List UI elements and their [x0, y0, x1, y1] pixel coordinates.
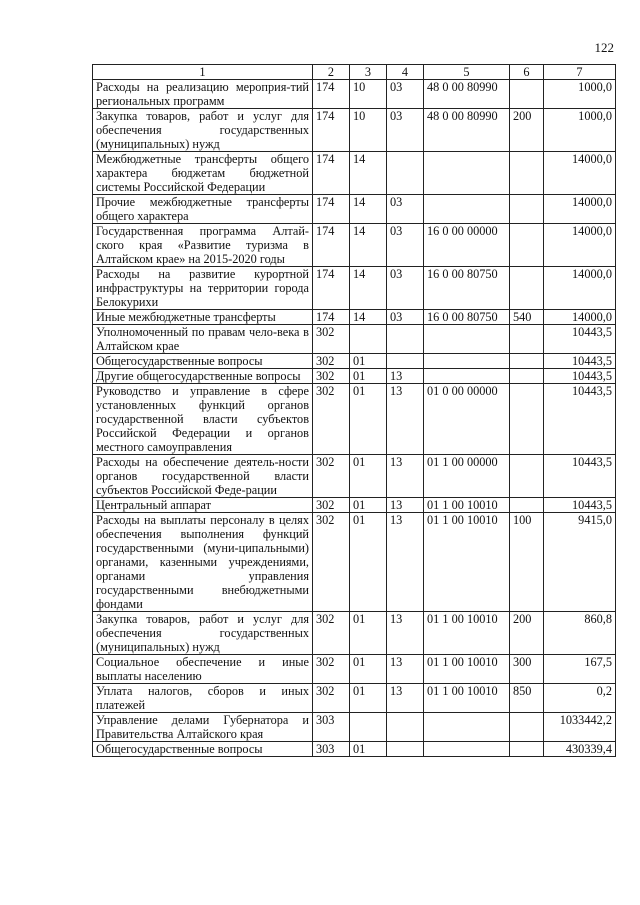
cell-name: Расходы на развитие курортной инфраструктуры на территории города Белокурихи [93, 267, 313, 310]
cell-target-article: 01 1 00 10010 [424, 612, 510, 655]
cell-section: 01 [350, 684, 387, 713]
table-row [93, 80, 616, 109]
header-col-2: 2 [313, 65, 350, 80]
cell-name: Расходы на обеспечение деятель-ности органов государственной власти субъектов Российской Феде-рации [93, 455, 313, 498]
cell-expense-type: 300 [510, 655, 544, 684]
cell-grbs: 174 [313, 310, 350, 325]
cell-section: 14 [350, 152, 387, 195]
header-col-6: 6 [510, 65, 544, 80]
cell-name: Уполномоченный по правам чело-века в Алтайском крае [93, 325, 313, 354]
cell-subsection: 13 [387, 513, 424, 612]
table-row [93, 455, 616, 498]
cell-name: Расходы на выплаты персоналу в целях обеспечения выполнения функций государственными (муни-ципальными) органами, казенными учреждениями, органами управления государственными внебюджетными фондами [93, 513, 313, 612]
cell-expense-type [510, 498, 544, 513]
cell-section: 01 [350, 513, 387, 612]
table-row [93, 310, 616, 325]
table-row [93, 152, 616, 195]
cell-subsection [387, 325, 424, 354]
cell-amount: 14000,0 [544, 267, 616, 310]
header-row [93, 65, 616, 80]
table-row [93, 224, 616, 267]
table-row [93, 195, 616, 224]
cell-subsection: 03 [387, 195, 424, 224]
cell-amount: 10443,5 [544, 384, 616, 455]
cell-name: Социальное обеспечение и иные выплаты населению [93, 655, 313, 684]
cell-target-article: 16 0 00 80750 [424, 310, 510, 325]
cell-grbs: 174 [313, 224, 350, 267]
cell-grbs: 302 [313, 498, 350, 513]
cell-grbs: 302 [313, 354, 350, 369]
cell-expense-type [510, 325, 544, 354]
cell-grbs: 174 [313, 80, 350, 109]
cell-section: 01 [350, 384, 387, 455]
cell-name: Общегосударственные вопросы [93, 742, 313, 757]
header-col-5: 5 [424, 65, 510, 80]
cell-section [350, 713, 387, 742]
cell-expense-type [510, 224, 544, 267]
cell-subsection: 03 [387, 267, 424, 310]
cell-subsection: 03 [387, 224, 424, 267]
cell-section: 01 [350, 369, 387, 384]
cell-grbs: 303 [313, 742, 350, 757]
cell-amount: 14000,0 [544, 224, 616, 267]
cell-amount: 1000,0 [544, 80, 616, 109]
cell-target-article [424, 354, 510, 369]
cell-expense-type: 540 [510, 310, 544, 325]
cell-name: Управление делами Губернатора и Правительства Алтайского края [93, 713, 313, 742]
cell-target-article: 48 0 00 80990 [424, 109, 510, 152]
cell-grbs: 174 [313, 109, 350, 152]
cell-subsection: 13 [387, 684, 424, 713]
cell-expense-type [510, 713, 544, 742]
cell-section: 01 [350, 742, 387, 757]
cell-name: Расходы на реализацию мероприя-тий региональных программ [93, 80, 313, 109]
cell-amount: 10443,5 [544, 455, 616, 498]
cell-amount: 14000,0 [544, 195, 616, 224]
cell-grbs: 302 [313, 612, 350, 655]
cell-name: Межбюджетные трансферты общего характера бюджетам бюджетной системы Российской Федерации [93, 152, 313, 195]
header-col-1: 1 [93, 65, 313, 80]
cell-subsection: 03 [387, 80, 424, 109]
cell-target-article [424, 195, 510, 224]
cell-name: Общегосударственные вопросы [93, 354, 313, 369]
cell-amount: 430339,4 [544, 742, 616, 757]
cell-name: Уплата налогов, сборов и иных платежей [93, 684, 313, 713]
cell-section: 01 [350, 655, 387, 684]
table-row [93, 713, 616, 742]
cell-target-article [424, 369, 510, 384]
cell-amount: 10443,5 [544, 498, 616, 513]
header-col-3: 3 [350, 65, 387, 80]
table-row [93, 109, 616, 152]
cell-target-article [424, 713, 510, 742]
cell-expense-type [510, 80, 544, 109]
cell-subsection: 03 [387, 109, 424, 152]
cell-target-article: 48 0 00 80990 [424, 80, 510, 109]
cell-section: 14 [350, 267, 387, 310]
cell-name: Иные межбюджетные трансферты [93, 310, 313, 325]
cell-amount: 860,8 [544, 612, 616, 655]
cell-subsection: 13 [387, 655, 424, 684]
cell-amount: 10443,5 [544, 369, 616, 384]
cell-name: Центральный аппарат [93, 498, 313, 513]
cell-name: Другие общегосударственные вопросы [93, 369, 313, 384]
cell-grbs: 302 [313, 455, 350, 498]
cell-target-article [424, 152, 510, 195]
cell-section: 01 [350, 455, 387, 498]
table-row [93, 369, 616, 384]
cell-subsection: 13 [387, 455, 424, 498]
cell-section: 10 [350, 80, 387, 109]
cell-target-article: 01 1 00 10010 [424, 513, 510, 612]
cell-grbs: 174 [313, 267, 350, 310]
cell-target-article: 01 0 00 00000 [424, 384, 510, 455]
table-row [93, 684, 616, 713]
cell-name: Руководство и управление в сфере установленных функций органов государственной власти субъектов Российской Федерации и органов местного самоуправления [93, 384, 313, 455]
cell-expense-type [510, 384, 544, 455]
cell-subsection [387, 742, 424, 757]
cell-expense-type: 200 [510, 612, 544, 655]
cell-section: 01 [350, 612, 387, 655]
cell-grbs: 303 [313, 713, 350, 742]
cell-grbs: 302 [313, 655, 350, 684]
cell-expense-type [510, 369, 544, 384]
cell-section: 14 [350, 224, 387, 267]
cell-target-article: 01 1 00 10010 [424, 498, 510, 513]
cell-name: Закупка товаров, работ и услуг для обеспечения государственных (муниципальных) нужд [93, 612, 313, 655]
cell-expense-type [510, 354, 544, 369]
cell-name: Прочие межбюджетные трансферты общего характера [93, 195, 313, 224]
cell-section: 14 [350, 310, 387, 325]
table-row [93, 498, 616, 513]
cell-target-article: 01 1 00 00000 [424, 455, 510, 498]
table-row [93, 612, 616, 655]
cell-grbs: 302 [313, 384, 350, 455]
cell-section: 01 [350, 498, 387, 513]
cell-expense-type [510, 152, 544, 195]
cell-grbs: 302 [313, 325, 350, 354]
cell-subsection: 13 [387, 384, 424, 455]
cell-expense-type: 100 [510, 513, 544, 612]
cell-target-article: 16 0 00 00000 [424, 224, 510, 267]
cell-expense-type [510, 267, 544, 310]
cell-target-article: 01 1 00 10010 [424, 655, 510, 684]
cell-amount: 1033442,2 [544, 713, 616, 742]
table-row [93, 742, 616, 757]
cell-target-article: 16 0 00 80750 [424, 267, 510, 310]
cell-amount: 167,5 [544, 655, 616, 684]
cell-name: Закупка товаров, работ и услуг для обеспечения государственных (муниципальных) нужд [93, 109, 313, 152]
cell-target-article [424, 325, 510, 354]
budget-table [92, 64, 616, 757]
cell-target-article: 01 1 00 10010 [424, 684, 510, 713]
cell-grbs: 174 [313, 152, 350, 195]
header-col-7: 7 [544, 65, 616, 80]
table-row [93, 325, 616, 354]
table-row [93, 267, 616, 310]
cell-amount: 0,2 [544, 684, 616, 713]
cell-subsection: 13 [387, 369, 424, 384]
table-row [93, 384, 616, 455]
cell-expense-type: 200 [510, 109, 544, 152]
cell-subsection: 03 [387, 310, 424, 325]
cell-grbs: 302 [313, 513, 350, 612]
cell-amount: 14000,0 [544, 310, 616, 325]
cell-expense-type: 850 [510, 684, 544, 713]
cell-expense-type [510, 742, 544, 757]
cell-grbs: 302 [313, 684, 350, 713]
cell-subsection [387, 354, 424, 369]
table-row [93, 513, 616, 612]
cell-subsection [387, 152, 424, 195]
cell-grbs: 174 [313, 195, 350, 224]
header-col-4: 4 [387, 65, 424, 80]
cell-amount: 10443,5 [544, 325, 616, 354]
cell-target-article [424, 742, 510, 757]
table-row [93, 354, 616, 369]
cell-amount: 14000,0 [544, 152, 616, 195]
page-number: 122 [594, 40, 614, 55]
cell-amount: 9415,0 [544, 513, 616, 612]
cell-grbs: 302 [313, 369, 350, 384]
cell-subsection: 13 [387, 612, 424, 655]
cell-section [350, 325, 387, 354]
cell-section: 01 [350, 354, 387, 369]
cell-expense-type [510, 455, 544, 498]
cell-section: 14 [350, 195, 387, 224]
cell-subsection [387, 713, 424, 742]
cell-amount: 1000,0 [544, 109, 616, 152]
cell-name: Государственная программа Алтай-ского края «Развитие туризма в Алтайском крае» на 2015-2020 годы [93, 224, 313, 267]
table-row [93, 655, 616, 684]
cell-amount: 10443,5 [544, 354, 616, 369]
cell-section: 10 [350, 109, 387, 152]
cell-expense-type [510, 195, 544, 224]
cell-subsection: 13 [387, 498, 424, 513]
